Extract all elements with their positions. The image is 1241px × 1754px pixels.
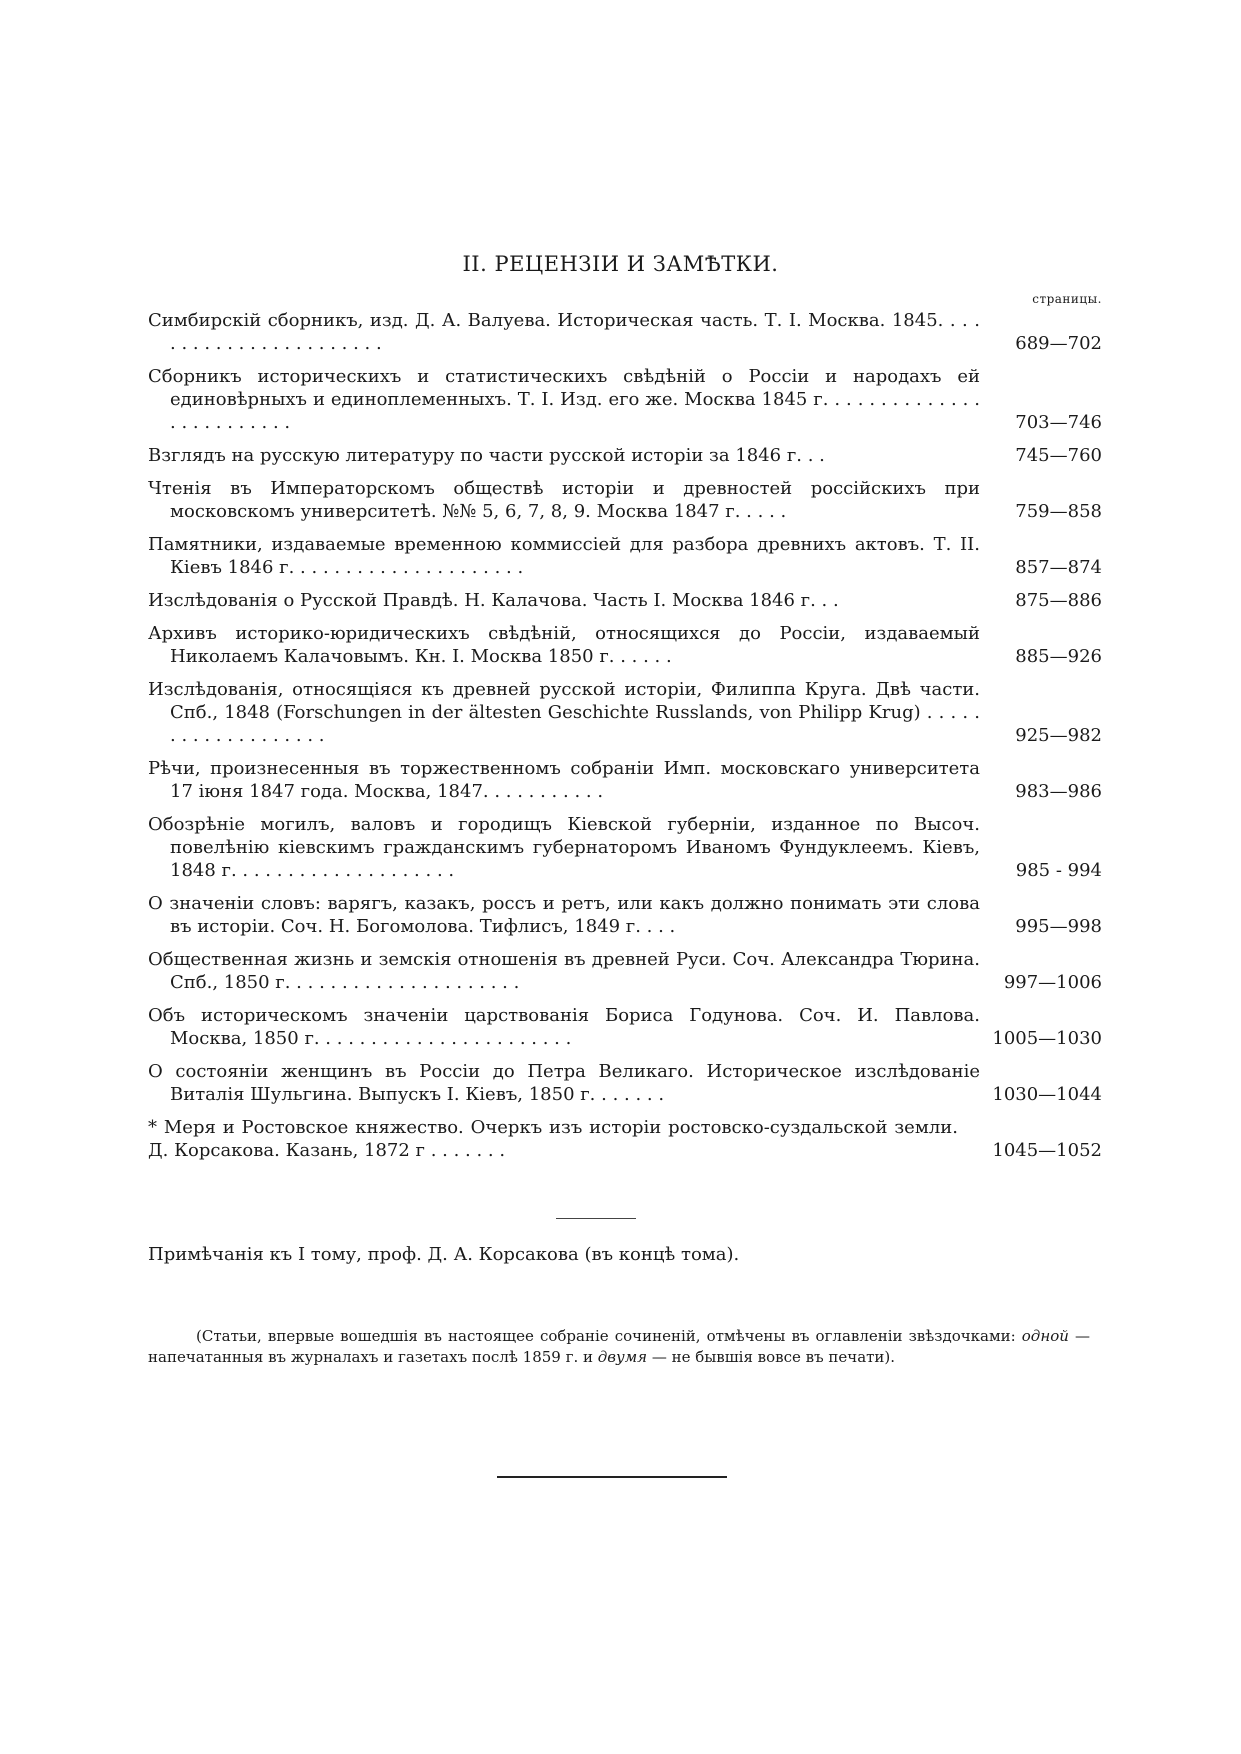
toc-entry <box>148 757 1102 803</box>
toc-entry-pages: 875—886 <box>1015 590 1102 611</box>
toc-entry-text: * Меря и Ростовское княжество. Очеркъ изъ исторіи ростовско-суздальской земли. Д. Корсакова. Казань, 1872 г . . . . . . . <box>148 1117 958 1161</box>
remark-text: — напечатанныя въ журналахъ и газетахъ послѣ 1859 г. и <box>148 1327 1090 1366</box>
toc-entry-pages: 885—926 <box>1015 646 1102 667</box>
toc-entry-text: Взглядъ на русскую литературу по части русской исторіи за 1846 г. . . <box>148 445 825 466</box>
toc-entry-pages: 995—998 <box>1015 916 1102 937</box>
volume-notes-line: Примѣчанія къ I тому, проф. Д. А. Корсакова (въ концѣ тома). <box>148 1244 740 1265</box>
toc-entry-pages: 925—982 <box>1015 725 1102 746</box>
toc-entry-text: Памятники, издаваемые временною коммиссіей для разбора древнихъ актовъ. Т. II. Кіевъ 1846 г. . . . . . . . . . . . . . . . . . . . . <box>148 534 980 578</box>
toc-entry-pages: 1045—1052 <box>992 1140 1102 1161</box>
toc-entry <box>148 1060 1102 1106</box>
toc-entry-text: Рѣчи, произнесенныя въ торжественномъ собраніи Имп. московскаго университета 17 іюня 1847 года. Москва, 1847. . . . . . . . . . . <box>148 758 980 802</box>
toc-entry-text: Симбирскій сборникъ, изд. Д. А. Валуева. Историческая часть. Т. I. Москва. 1845. . . . . . . . . . . . . . . . . . . . . . . <box>148 310 980 354</box>
toc-entry-pages: 997—1006 <box>1003 972 1102 993</box>
toc-entry-text: О состояніи женщинъ въ Россіи до Петра Великаго. Историческое изслѣдованіе Виталія Шульгина. Выпускъ I. Кіевъ, 1850 г. . . . . . . <box>148 1061 980 1105</box>
toc-entry-text: Изслѣдованія, относящіяся къ древней русской исторіи, Филиппа Круга. Двѣ части. Спб., 1848 (Forschungen in der ältesten Geschichte Russlands, von Philipp Krug) . . . . . . . . . . . . . . . . . . . <box>148 679 980 746</box>
pages-column-label: страницы. <box>1032 292 1102 306</box>
toc-entry <box>148 309 1102 355</box>
toc-entry <box>148 533 1102 579</box>
toc-entry-pages: 1030—1044 <box>992 1084 1102 1105</box>
toc-entry <box>148 948 1102 994</box>
toc-entry-text: Архивъ историко-юридическихъ свѣдѣній, относящихся до Россіи, издаваемый Николаемъ Калачовымъ. Кн. I. Москва 1850 г. . . . . . <box>148 623 980 667</box>
toc-entry-pages: 689—702 <box>1015 333 1102 354</box>
editorial-remark <box>148 1326 1090 1368</box>
toc-entry-pages: 983—986 <box>1015 781 1102 802</box>
remark-emphasis: одной <box>1021 1327 1069 1345</box>
toc-entry <box>148 477 1102 523</box>
remark-emphasis: двумя <box>597 1348 648 1366</box>
toc-entry <box>148 1004 1102 1050</box>
remark-text: — не бывшія вовсе въ печати). <box>651 1348 896 1366</box>
table-of-contents <box>148 309 1102 1172</box>
toc-entry <box>148 622 1102 668</box>
toc-entry <box>148 444 1102 467</box>
toc-entry-text: Изслѣдованія о Русской Правдѣ. Н. Калачова. Часть I. Москва 1846 г. . . <box>148 590 839 611</box>
short-divider <box>556 1218 636 1219</box>
toc-entry-text: Чтенія въ Императорскомъ обществѣ исторіи и древностей россійскихъ при московскомъ университетѣ. №№ 5, 6, 7, 8, 9. Москва 1847 г. . . . . <box>148 478 980 522</box>
toc-entry-text: Общественная жизнь и земскія отношенія въ древней Руси. Соч. Александра Тюрина. Спб., 1850 г. . . . . . . . . . . . . . . . . . . . . <box>148 949 980 993</box>
toc-entry <box>148 813 1102 882</box>
toc-entry-text: Сборникъ историческихъ и статистическихъ свѣдѣній о Россіи и народахъ ей единовѣрныхъ и единоплеменныхъ. Т. I. Изд. его же. Москва 1845 г. . . . . . . . . . . . . . . . . . . . . . . . . <box>148 366 980 433</box>
toc-entry-text: Объ историческомъ значеніи царствованія Бориса Годунова. Соч. И. Павлова. Москва, 1850 г. . . . . . . . . . . . . . . . . . . . . . . <box>148 1005 980 1049</box>
toc-entry-pages: 759—858 <box>1015 501 1102 522</box>
toc-entry-pages: 1005—1030 <box>992 1028 1102 1049</box>
section-heading: II. РЕЦЕНЗІИ И ЗАМѢТКИ. <box>462 252 779 276</box>
toc-entry-starred <box>148 1116 1102 1162</box>
toc-entry-pages: 703—746 <box>1015 412 1102 433</box>
remark-text: (Статьи, впервые вошедшія въ настоящее собраніе сочиненій, отмѣчены въ оглавленіи звѣздочками: <box>196 1327 1016 1345</box>
toc-entry-text: Обозрѣніе могилъ, валовъ и городищъ Кіевской губерніи, изданное по Высоч. повелѣнію кіевскимъ гражданскимъ губернаторомъ Иваномъ Фундуклеемъ. Кіевъ, 1848 г. . . . . . . . . . . . . . . . . . . . <box>148 814 980 881</box>
toc-entry-pages: 985 - 994 <box>1015 860 1102 881</box>
toc-entry <box>148 892 1102 938</box>
toc-entry-text: О значеніи словъ: варягъ, казакъ, россъ и ретъ, или какъ должно понимать эти слова въ исторіи. Соч. Н. Богомолова. Тифлисъ, 1849 г. . . . <box>148 893 980 937</box>
toc-entry <box>148 365 1102 434</box>
toc-entry-pages: 857—874 <box>1015 557 1102 578</box>
toc-entry-pages: 745—760 <box>1015 445 1102 466</box>
end-divider <box>497 1476 727 1478</box>
toc-entry <box>148 589 1102 612</box>
toc-entry <box>148 678 1102 747</box>
